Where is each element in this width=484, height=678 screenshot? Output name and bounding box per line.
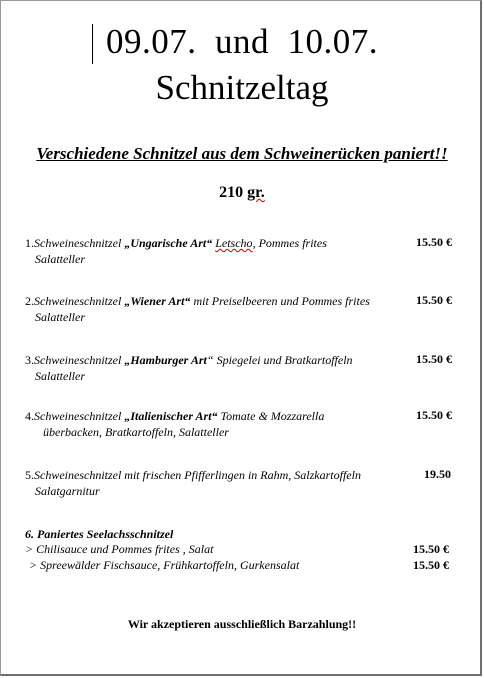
item-desc: mit Preiselbeeren und Pommes frites — [190, 294, 370, 308]
item-4-price: 15.50 € — [416, 408, 452, 422]
item-side: Salatteller — [35, 310, 85, 324]
item-number: 1. — [25, 236, 34, 250]
item-desc: Tomate & Mozzarella — [217, 409, 325, 423]
menu-item-4 — [25, 408, 465, 440]
weight-unit: gr. — [247, 184, 265, 201]
item-desc: , Pommes frites — [252, 236, 327, 250]
fish-option-2-price: 15.50 € — [413, 558, 449, 572]
item-3-price: 15.50 € — [416, 352, 452, 366]
item-name: „Hamburger Art — [124, 353, 207, 367]
item-number: 2. — [25, 294, 34, 308]
menu-item-2 — [25, 293, 465, 325]
item-2-price: 15.50 € — [416, 293, 452, 307]
item-name: „Wiener Art“ — [124, 294, 191, 308]
item-prefix: Schweineschnitzel — [34, 236, 125, 250]
item-side: Salatgarnitur — [35, 484, 100, 498]
menu-item-5 — [25, 467, 465, 499]
portion-weight — [0, 184, 484, 202]
item-side: Salatteller — [35, 252, 85, 266]
item-name: 6. Paniertes Seelachsschnitzel — [25, 527, 174, 541]
weight-value: 210 — [219, 184, 244, 201]
item-name: „Italienischer Art“ — [124, 409, 218, 423]
item-1-price: 15.50 € — [416, 235, 452, 249]
fish-option-1-price: 15.50 € — [413, 542, 449, 556]
menu-item-6 — [25, 526, 465, 542]
item-number: 3. — [25, 353, 34, 367]
item-side: Salatteller — [35, 369, 85, 383]
item-name: „Ungarische Art“ — [124, 236, 213, 250]
item-side: überbacken, Bratkartoffeln, Salatteller — [43, 425, 229, 439]
menu-subtitle: Verschiedene Schnitzel aus dem Schweinerücken paniert!! — [36, 144, 448, 163]
item-number: 5. — [25, 468, 34, 482]
item-prefix: Schweineschnitzel — [34, 353, 125, 367]
page-title: Schnitzeltag — [155, 68, 329, 107]
fish-option-1: > Chilisauce und Pommes frites , Salat — [25, 542, 214, 556]
page-title-dates: 09.07. und 10.07. — [106, 22, 378, 61]
fish-option-2: > Spreewälder Fischsauce, Frühkartoffeln, Gurkensalat — [29, 558, 300, 572]
item-number: 4. — [25, 409, 34, 423]
item-desc: “ Spiegelei und Bratkartoffeln — [206, 353, 353, 367]
payment-note: Wir akzeptieren ausschließlich Barzahlung!! — [127, 617, 357, 631]
item-prefix: Schweineschnitzel mit frischen Pfifferlingen in Rahm, Salzkartoffeln — [34, 468, 361, 482]
menu-item-3 — [25, 352, 465, 384]
item-desc-misspelled: Letscho — [215, 236, 253, 250]
menu-item-1 — [25, 235, 465, 267]
item-prefix: Schweineschnitzel — [34, 294, 125, 308]
item-5-price: 19.50 — [424, 467, 451, 481]
item-prefix: Schweineschnitzel — [34, 409, 125, 423]
